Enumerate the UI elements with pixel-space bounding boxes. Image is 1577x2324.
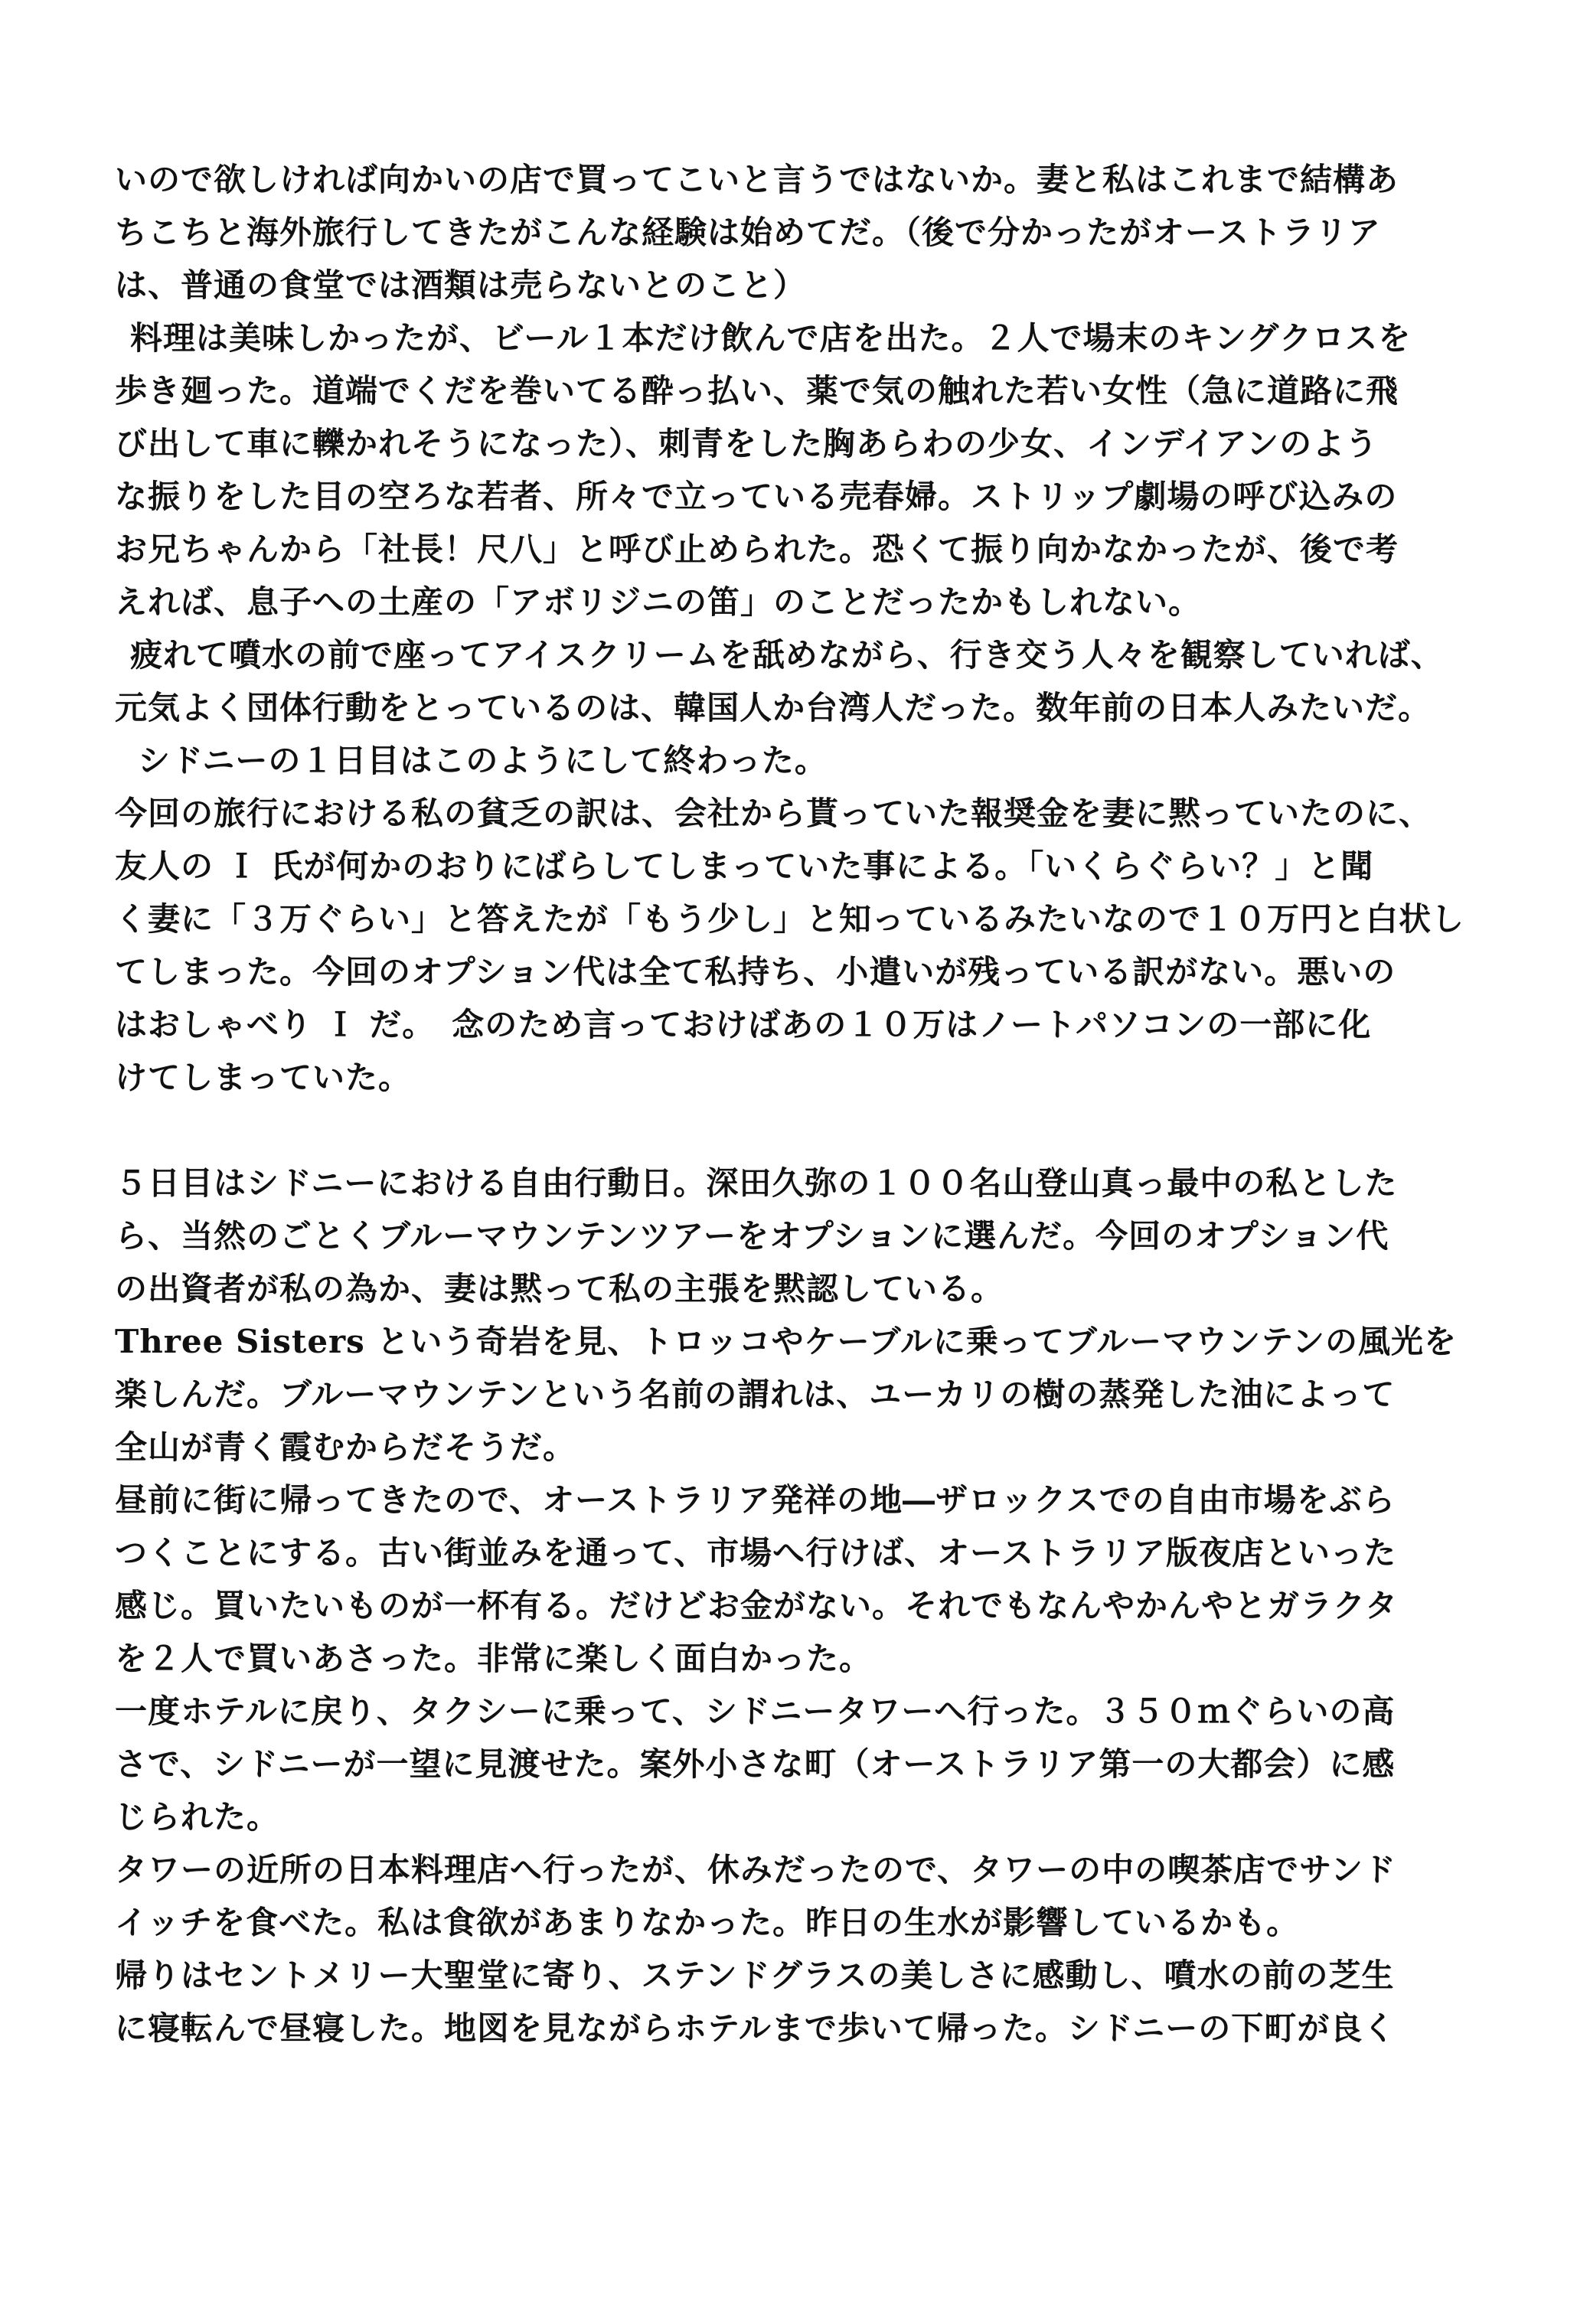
text-line: に寝転んで昼寝した。地図を見ながらホテルまで歩いて帰った。シドニーの下町が良く: [115, 2009, 1396, 2047]
text-line: の出資者が私の為か、妻は黙って私の主張を黙認している。: [115, 1270, 1004, 1307]
text-line: な振りをした目の空ろな若者、所々で立っている売春婦。ストリップ劇場の呼び込みの: [115, 478, 1398, 515]
text-line: び出して車に轢かれそうになった）、刺青をした胸あらわの少女、インデイアンのよう: [115, 425, 1379, 462]
text-line: 楽しんだ。ブルーマウンテンという名前の謂れは、ユーカリの樹の蒸発した油によって: [115, 1376, 1396, 1413]
text-line: く妻に「３万ぐらい」と答えたが「もう少し」と知っているみたいなので１０万円と白状し: [115, 900, 1465, 938]
text-line: タワーの近所の日本料理店へ行ったが、休みだったので、タワーの中の喫茶店でサンド: [115, 1851, 1397, 1888]
text-line: ちこちと海外旅行してきたがこんな経験は始めてだ。（後で分かったがオーストラリア: [115, 214, 1381, 251]
text-line: は、普通の食堂では酒類は売らないとのこと）: [115, 266, 807, 304]
text-line: 昼前に街に帰ってきたので、オーストラリア発祥の地―ザロックスでの自由市場をぶら: [115, 1481, 1396, 1519]
body-text: [115, 153, 1466, 2055]
text-line: いので欲しければ向かいの店で買ってこいと言うではないか。妻と私はこれまで結構あ: [115, 161, 1399, 198]
text-line: はおしゃべり Ｉ だ。 念のため言っておけばあの１０万はノートパソコンの一部に化: [115, 1006, 1372, 1043]
text-line: じられた。: [115, 1798, 280, 1836]
text-line: えれば、息子への土産の「アボリジニの笛」のことだったかもしれない。: [115, 583, 1202, 621]
text-line: つくことにする。古い街並みを通って、市場へ行けば、オーストラリア版夜店といった: [115, 1534, 1397, 1572]
text-line: Three Sisters という奇岩を見、トロッコやケーブルに乗ってブルーマウンテンの風光を: [115, 1323, 1458, 1360]
text-line: 一度ホテルに戻り、タクシーに乗って、シドニータワーへ行った。３５０ｍぐらいの高: [115, 1692, 1396, 1730]
text-line: ５日目はシドニーにおける自由行動日。深田久弥の１００名山登山真っ最中の私とした: [115, 1164, 1398, 1202]
text-line: 帰りはセントメリー大聖堂に寄り、ステンドグラスの美しさに感動し、噴水の前の芝生: [115, 1957, 1395, 1994]
text-line: てしまった。今回のオプション代は全て私持ち、小遣いが残っている訳がない。悪いの: [115, 953, 1396, 991]
text-line: イッチを食べた。私は食欲があまりなかった。昨日の生水が影響しているかも。: [115, 1904, 1300, 1941]
text-line: シドニーの１日目はこのようにして終わった。: [138, 742, 828, 779]
text-line: 感じ。買いたいものが一杯有る。だけどお金がない。それでもなんやかんやとガラクタ: [115, 1587, 1399, 1624]
text-line: けてしまっていた。: [115, 1059, 412, 1096]
text-line: 全山が青く霞むからだそうだ。: [115, 1428, 576, 1466]
text-line: お兄ちゃんから「社長！尺八」と呼び止められた。恐くて振り向かなかったが、後で考: [115, 530, 1399, 568]
text-line: 歩き廻った。道端でくだを巻いてる酔っ払い、薬で気の触れた若い女性（急に道路に飛: [115, 372, 1399, 410]
text-line: 友人の Ｉ 氏が何かのおりにばらしてしまっていた事による。「いくらぐらい？」と聞: [115, 847, 1374, 885]
text-line: さで、シドニーが一望に見渡せた。案外小さな町（オーストラリア第一の大都会）に感: [115, 1745, 1396, 1783]
text-line: 料理は美味しかったが、ビール１本だけ飲んで店を出た。２人で場末のキングクロスを: [130, 319, 1412, 357]
text-line: ら、当然のごとくブルーマウンテンツアーをオプションに選んだ。今回のオプション代: [115, 1217, 1389, 1255]
paragraph-gap: [115, 1104, 1466, 1157]
text-line: 疲れて噴水の前で座ってアイスクリームを舐めながら、行き交う人々を観察していれば、: [130, 636, 1444, 674]
text-line: 今回の旅行における私の貧乏の訳は、会社から貰っていた報奨金を妻に黙っていたのに、: [115, 795, 1432, 832]
text-line: を２人で買いあさった。非常に楽しく面白かった。: [115, 1640, 873, 1677]
text-line: 元気よく団体行動をとっているのは、韓国人か台湾人だった。数年前の日本人みたいだ。: [115, 689, 1432, 726]
